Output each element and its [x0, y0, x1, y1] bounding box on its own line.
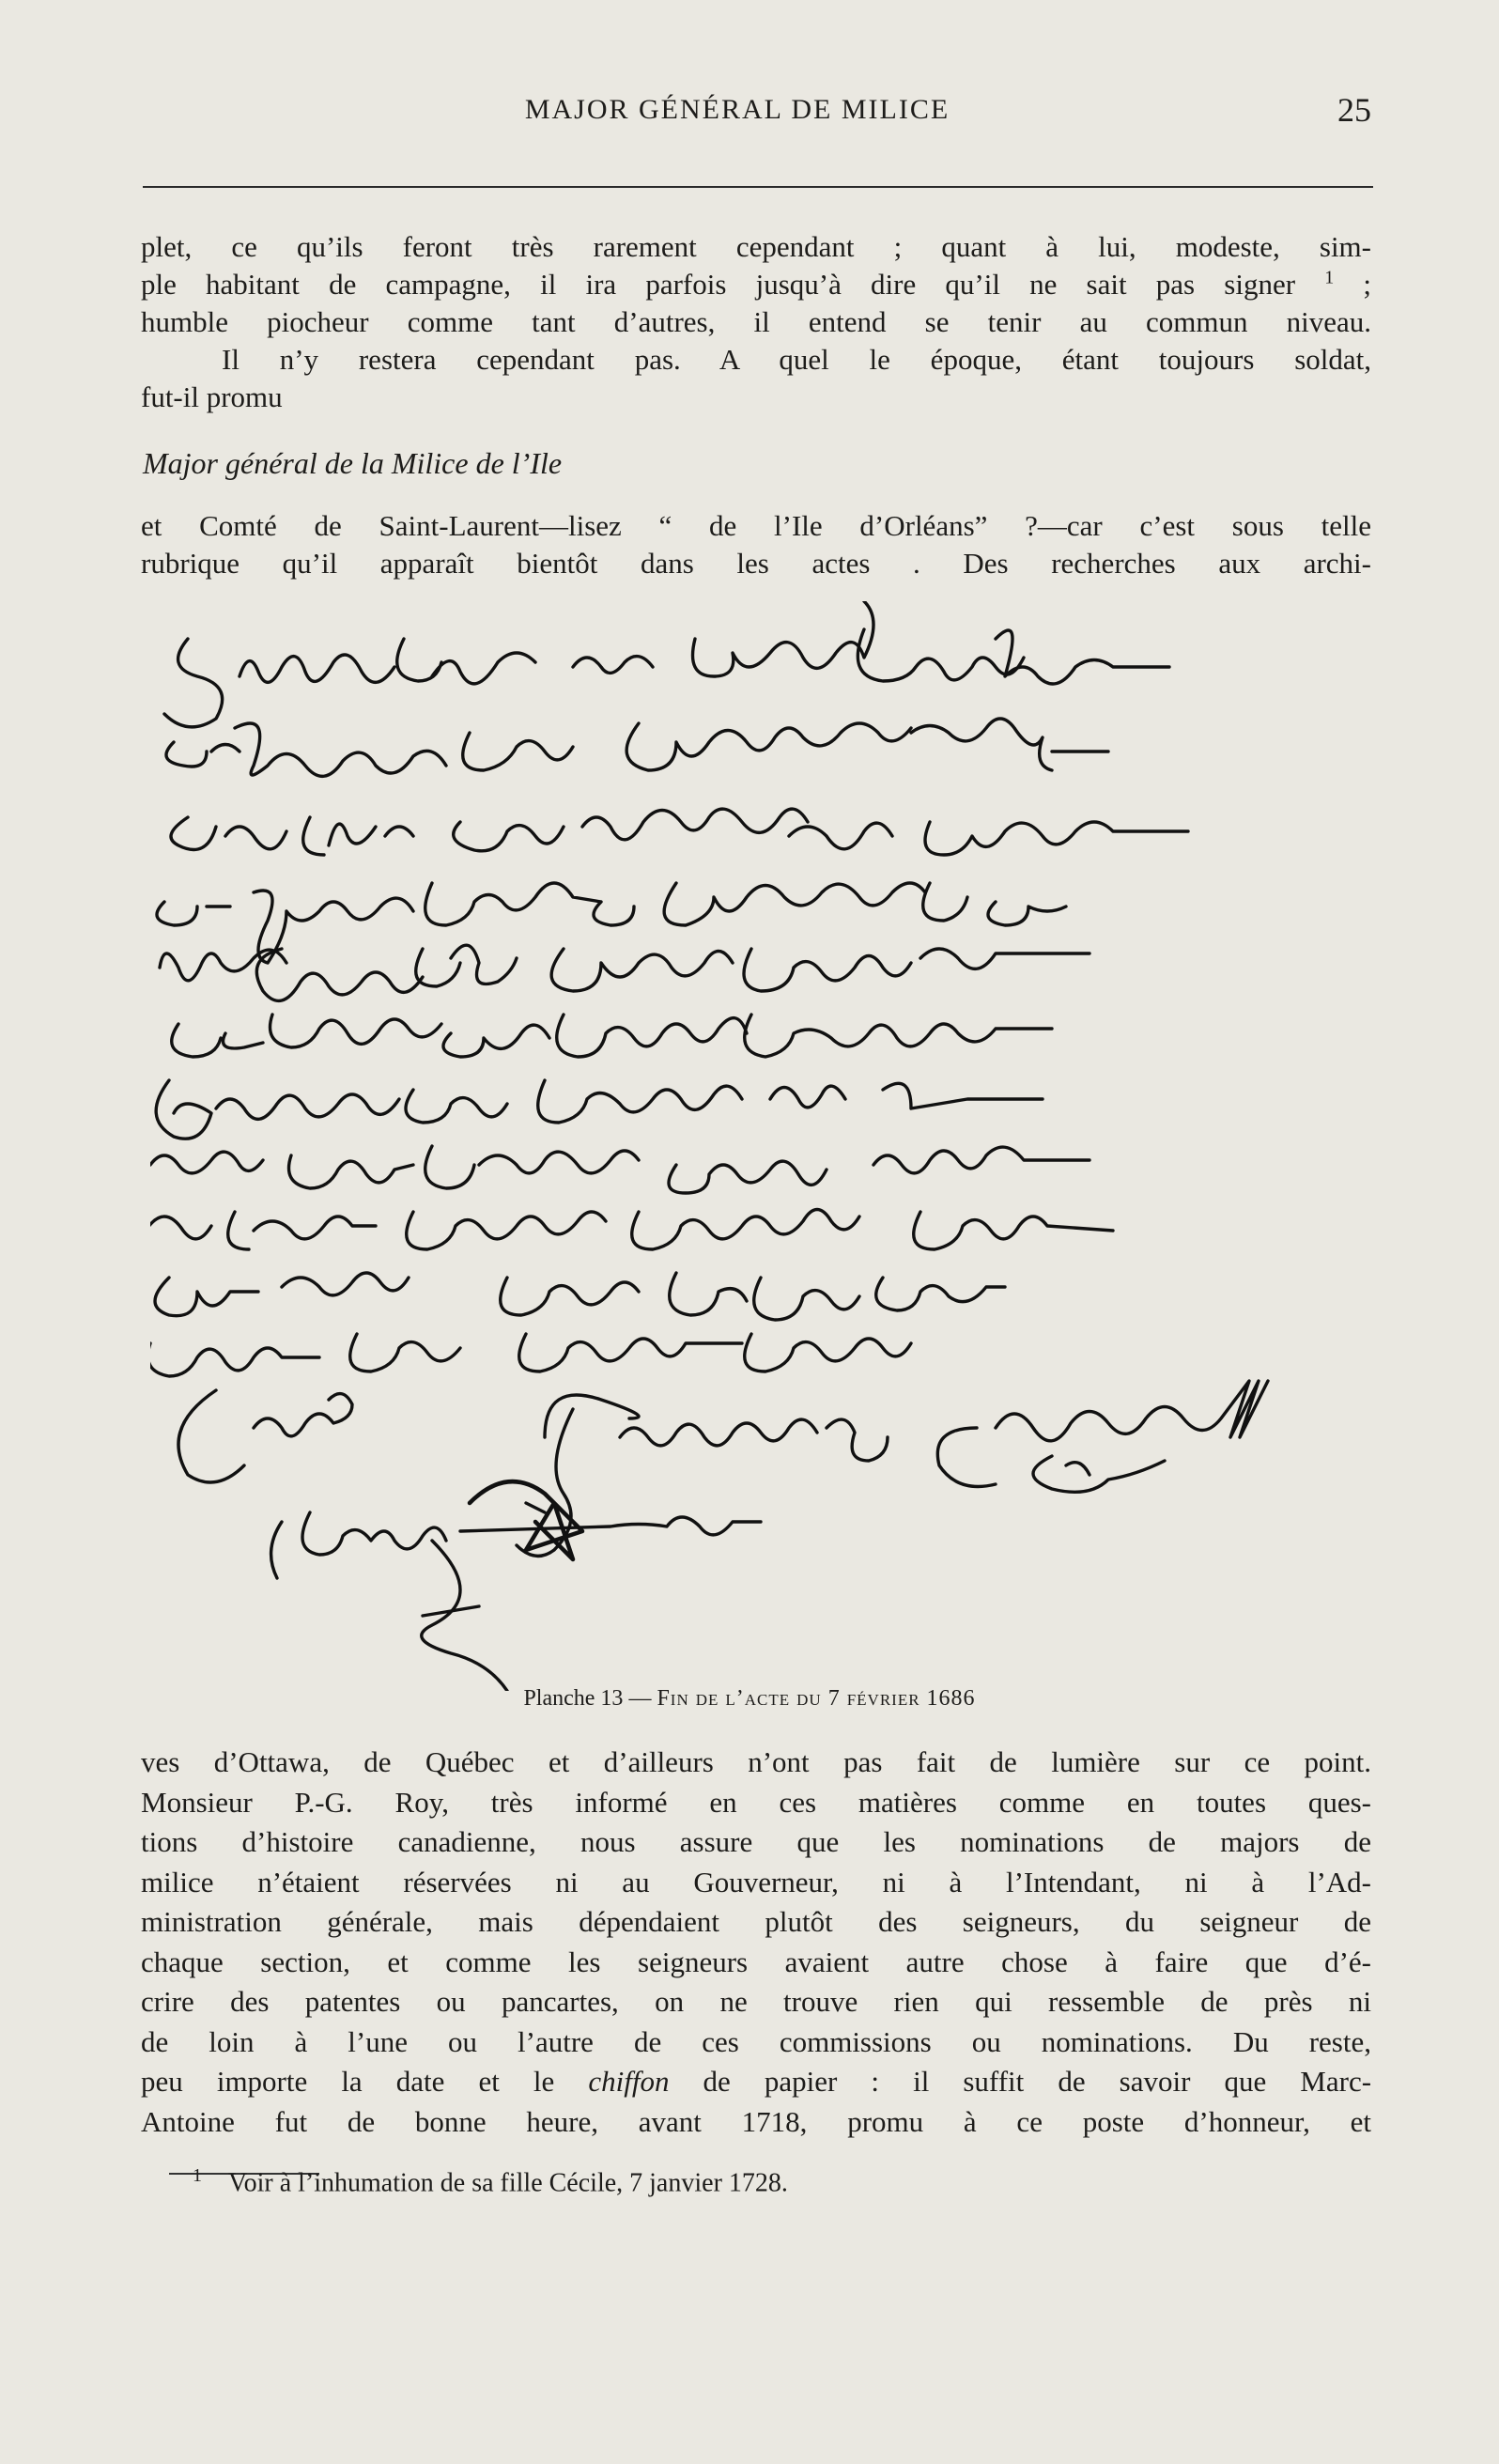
- running-head: [141, 91, 1371, 141]
- footnote: [193, 2165, 788, 2198]
- running-title: MAJOR GÉNÉRAL DE MILICE: [524, 94, 950, 125]
- text-line: milice n’étaient réservées ni au Gouverneur, ni à l’Intendant, ni à l’Ad-: [141, 1865, 1371, 1898]
- manuscript-facsimile: [150, 601, 1362, 1691]
- footnote-mark: 1: [193, 2165, 202, 2186]
- text-line: humble piocheur comme tant d’autres, il entend se tenir au commun niveau.: [141, 305, 1371, 338]
- text-line: fut-il promu: [141, 380, 283, 413]
- text-line: crire des patentes ou pancartes, on ne trouve rien qui ressemble de près ni: [141, 1985, 1371, 2018]
- caption-text: Fin de l’acte du 7 février 1686: [657, 1686, 976, 1711]
- text-line: ministration générale, mais dépendaient plutôt des seigneurs, du seigneur de: [141, 1905, 1371, 1938]
- page-number: 25: [1337, 91, 1371, 129]
- text-line: tions d’histoire canadienne, nous assure que les nominations de majors de: [141, 1825, 1371, 1858]
- plate-caption: [0, 1686, 1499, 1712]
- footnote-text: Voir à l’inhumation de sa fille Cécile, 7 janvier 1728.: [228, 2168, 788, 2198]
- caption-dash: —: [628, 1686, 652, 1711]
- text-line: Il n’y restera cependant pas. A quel le époque, étant toujours soldat,: [222, 343, 1371, 376]
- intro-paragraph: [141, 228, 1371, 416]
- text-line: rubrique qu’il apparaît bientôt dans les actes . Des recherches aux archi-: [141, 547, 1371, 580]
- text-fragment: ;: [1363, 268, 1371, 301]
- text-line: Monsieur P.-G. Roy, très informé en ces matières comme en toutes ques-: [141, 1785, 1371, 1819]
- text-fragment: peu importe la date et le: [141, 2065, 555, 2098]
- paragraph-2: [141, 507, 1371, 582]
- body-paragraph: [141, 1743, 1371, 2142]
- text-fragment: de papier : il suffit de savoir que Marc-: [703, 2065, 1372, 2098]
- text-line: Antoine fut de bonne heure, avant 1718, promu à ce poste d’honneur, et: [141, 2104, 1371, 2138]
- header-rule: [143, 186, 1373, 188]
- text-line: chaque section, et comme les seigneurs avaient autre chose à faire que d’é-: [141, 1945, 1371, 1978]
- footnote-reference: 1: [1324, 267, 1335, 288]
- italic-word: chiffon: [588, 2065, 670, 2098]
- text-line: de loin à l’une ou l’autre de ces commissions ou nominations. Du reste,: [141, 2024, 1371, 2058]
- section-heading: Major général de la Milice de l’Ile: [143, 446, 563, 480]
- text-line: ves d’Ottawa, de Québec et d’ailleurs n’ont pas fait de lumière sur ce point.: [141, 1745, 1371, 1778]
- plate-number: Planche 13: [523, 1686, 624, 1711]
- text-line: [141, 2062, 1371, 2102]
- text-line: et Comté de Saint-Laurent—lisez “ de l’Ile d’Orléans” ?—car c’est sous telle: [141, 509, 1371, 542]
- text-fragment: ple habitant de campagne, il ira parfois jusqu’à dire qu’il ne sait pas signer: [141, 268, 1296, 301]
- text-line: [141, 266, 1371, 303]
- text-line: plet, ce qu’ils feront très rarement cependant ; quant à lui, modeste, sim-: [141, 230, 1371, 263]
